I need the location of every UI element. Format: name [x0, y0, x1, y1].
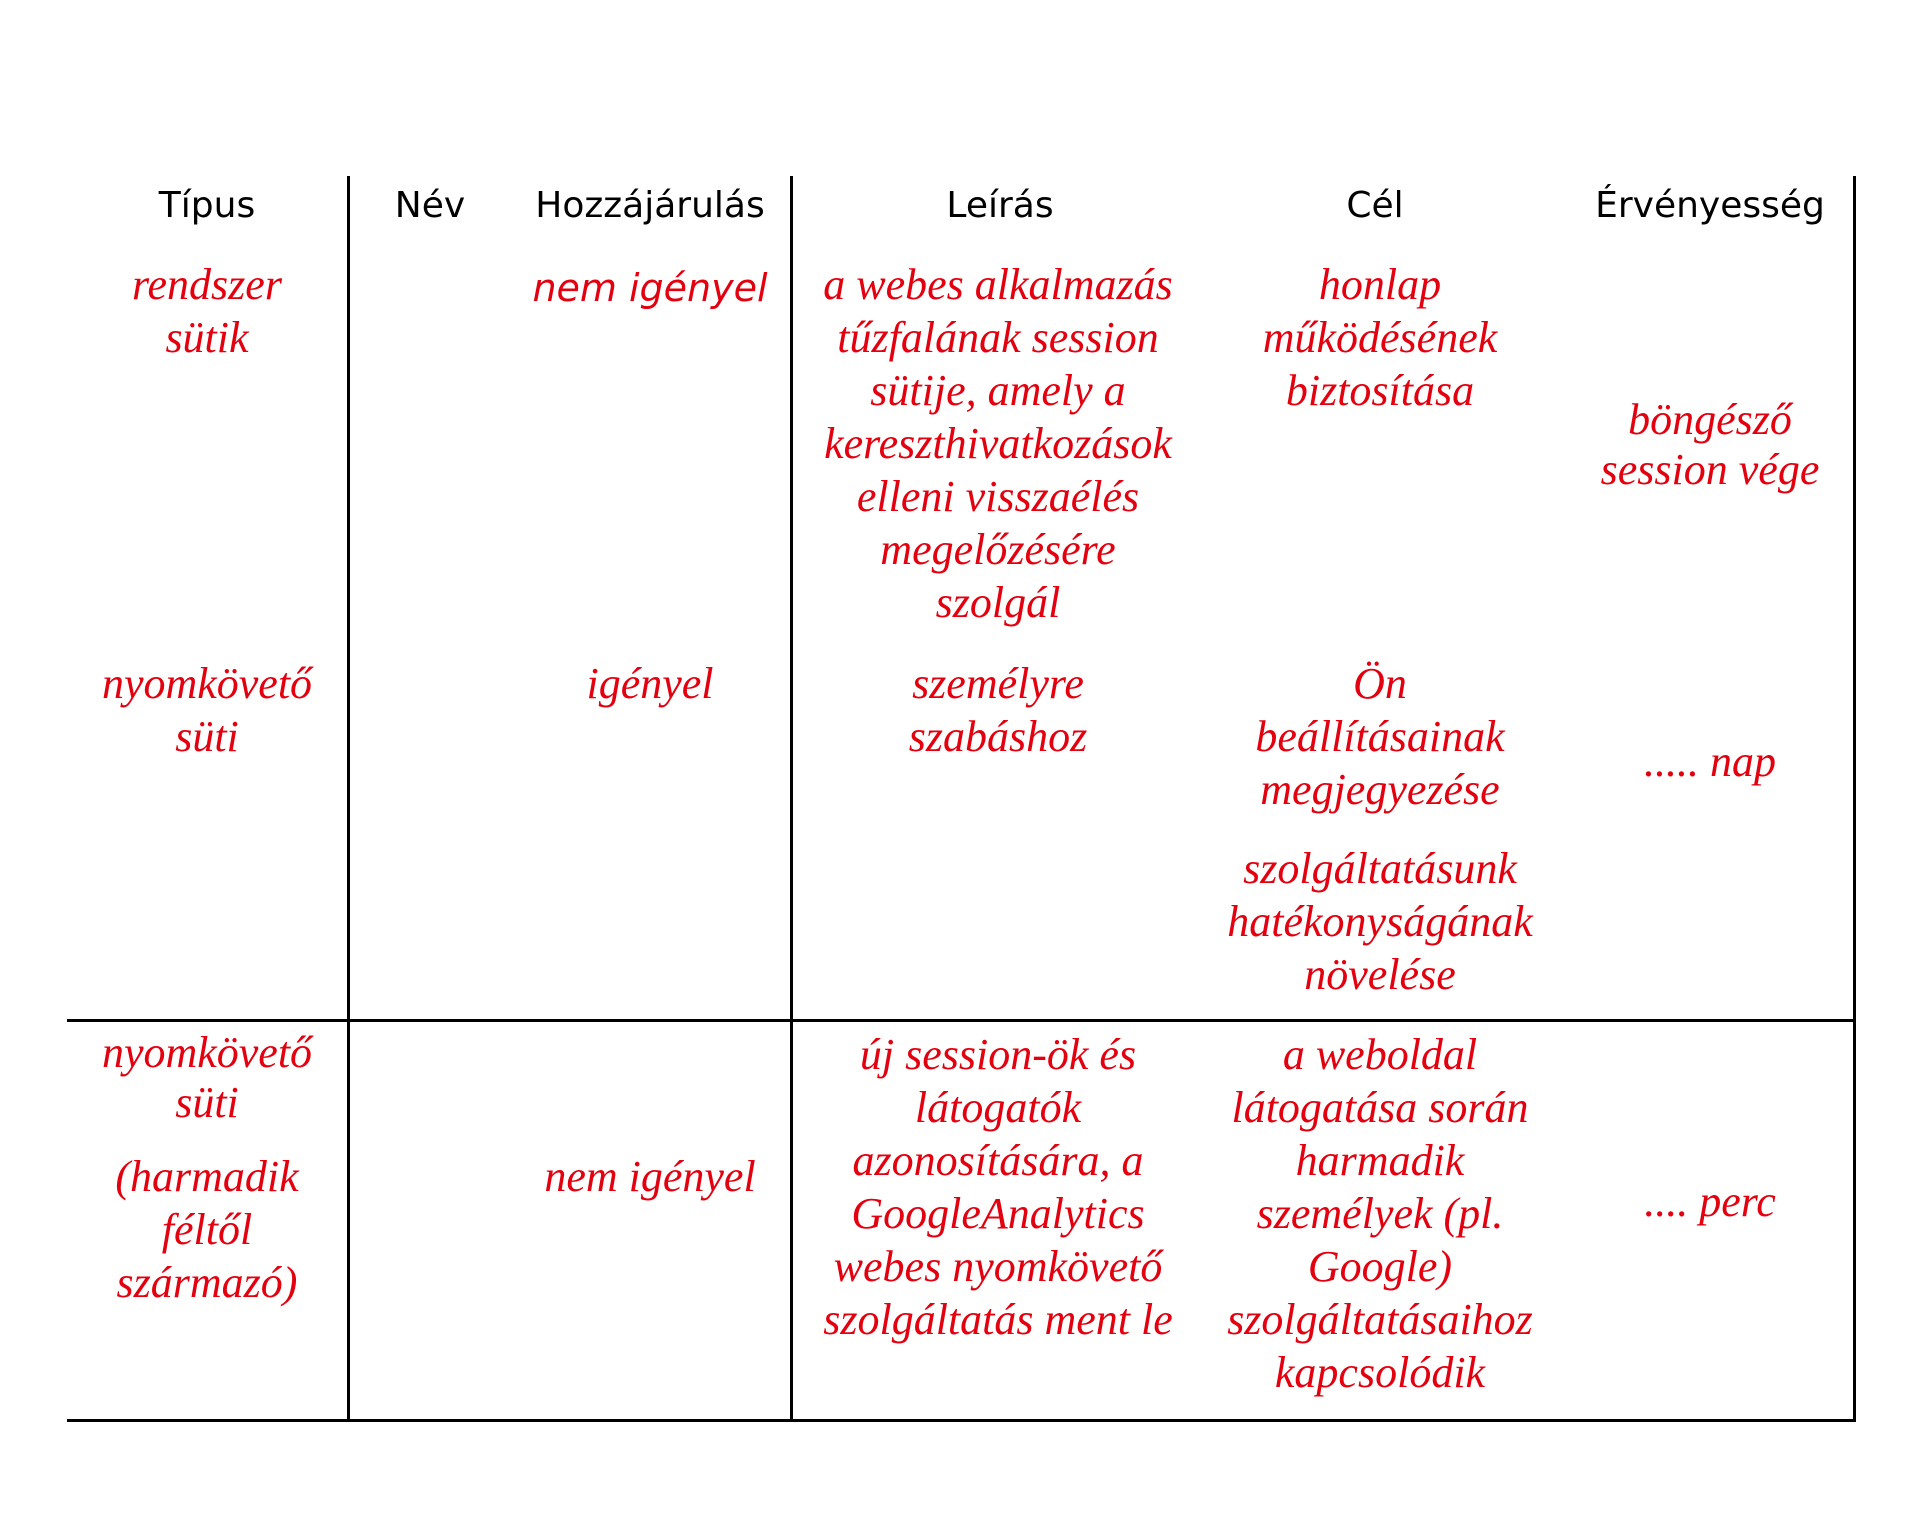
row3-type-a [67, 1028, 347, 1128]
row2-type [67, 657, 347, 763]
row2-purpose-line: megjegyezése [1260, 765, 1500, 814]
row2-description [793, 657, 1203, 763]
row1-validity [1570, 395, 1850, 495]
row3-type-b [67, 1150, 347, 1309]
row3-purpose-line: szolgáltatásaihoz [1227, 1295, 1533, 1344]
row3-type-line: (harmadik [115, 1152, 299, 1201]
row1-consent-text: nem igényel [532, 266, 768, 310]
column-divider [347, 176, 350, 1422]
row2-purpose-line: Ön [1353, 659, 1407, 708]
header-validity: Érvényesség [1595, 185, 1825, 226]
row2-description-line: szabáshoz [908, 712, 1088, 761]
row3-description [793, 1028, 1203, 1346]
row3-purpose-line: harmadik [1295, 1136, 1465, 1185]
header-purpose: Cél [1346, 185, 1404, 226]
row1-purpose [1215, 258, 1545, 417]
row1-type-line: sütik [165, 313, 249, 362]
row1-description-line: tűzfalának session [837, 313, 1159, 362]
row2-consent [520, 657, 780, 710]
row1-description [793, 258, 1203, 629]
row1-purpose-line: honlap [1318, 260, 1442, 309]
row2-type-line: süti [175, 712, 239, 761]
row3-purpose-line: kapcsolódik [1274, 1348, 1486, 1397]
row3-type-line: süti [175, 1078, 239, 1127]
table-right-border [1853, 176, 1856, 1422]
row3-validity-text: .... perc [1644, 1177, 1776, 1226]
row3-type-line: származó) [116, 1258, 298, 1307]
row2-description-line: személyre [912, 659, 1084, 708]
row2-purpose-line: hatékonyságának [1227, 897, 1533, 946]
row3-description-line: webes nyomkövető [833, 1242, 1163, 1291]
row1-description-line: sütije, amely a [870, 366, 1126, 415]
row3-consent-text: nem igényel [544, 1152, 756, 1201]
header-description: Leírás [946, 185, 1054, 226]
header-consent: Hozzájárulás [535, 185, 765, 226]
row1-purpose-line: működésének [1262, 313, 1498, 362]
row3-purpose-line: Google) [1307, 1242, 1453, 1291]
row-divider [67, 1019, 1856, 1022]
row2-validity [1570, 735, 1850, 788]
row2-purpose-a [1215, 657, 1545, 816]
row3-description-line: szolgáltatás ment le [823, 1295, 1173, 1344]
row2-consent-text: igényel [586, 659, 714, 708]
row3-purpose-line: látogatása során [1231, 1083, 1529, 1132]
row2-validity-text: ..... nap [1644, 737, 1776, 786]
row2-purpose-line: növelése [1304, 950, 1456, 999]
row1-description-line: szolgál [935, 578, 1061, 627]
row1-validity-line: session vége [1600, 445, 1820, 494]
row3-description-line: GoogleAnalytics [851, 1189, 1145, 1238]
row1-description-line: megelőzésére [880, 525, 1116, 574]
row1-type [67, 258, 347, 364]
row2-purpose-line: szolgáltatásunk [1243, 844, 1517, 893]
row1-description-line: kereszthivatkozások [824, 419, 1172, 468]
row3-consent [520, 1150, 780, 1203]
row3-description-line: új session-ök és [859, 1030, 1137, 1079]
row3-purpose-line: a weboldal [1282, 1030, 1478, 1079]
row3-type-line: nyomkövető [101, 1028, 313, 1077]
row2-type-line: nyomkövető [101, 659, 313, 708]
row3-purpose-line: személyek (pl. [1256, 1189, 1504, 1238]
row1-purpose-line: biztosítása [1285, 366, 1475, 415]
header-name: Név [394, 185, 466, 226]
row1-description-line: a webes alkalmazás [823, 260, 1173, 309]
row1-consent [520, 262, 780, 315]
row3-purpose [1215, 1028, 1545, 1399]
row3-description-line: azonosítására, a [852, 1136, 1144, 1185]
row1-description-line: elleni visszaélés [856, 472, 1140, 521]
row2-purpose-line: beállításainak [1255, 712, 1505, 761]
header-type: Típus [158, 185, 256, 226]
row3-validity [1570, 1175, 1850, 1228]
row2-purpose-b [1215, 842, 1545, 1001]
table-bottom-border [67, 1419, 1856, 1422]
row1-validity-line: böngésző [1628, 395, 1792, 444]
row1-type-line: rendszer [132, 260, 282, 309]
row3-type-line: féltől [161, 1205, 253, 1254]
row3-description-line: látogatók [914, 1083, 1082, 1132]
